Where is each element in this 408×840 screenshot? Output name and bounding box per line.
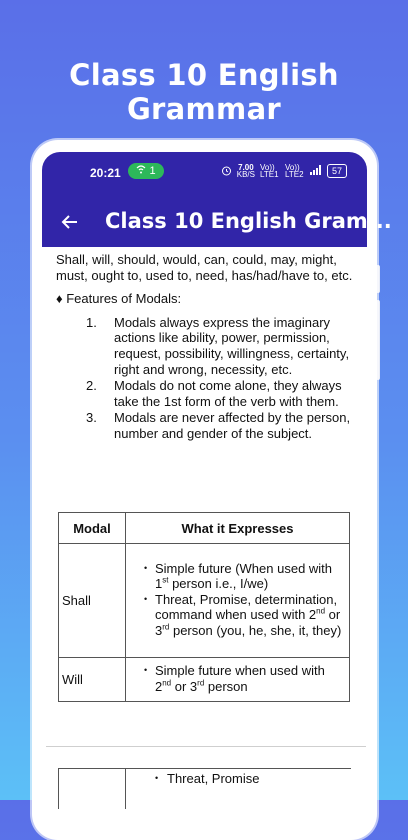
- list-item: [86, 378, 356, 409]
- data-speed-unit: KB/S: [236, 170, 255, 179]
- list-item: [86, 315, 356, 377]
- next-table-partial: [58, 768, 351, 809]
- list-item-text: Modals do not come alone, they always take the 1st form of the verb with them.: [114, 378, 342, 409]
- bullet-text: person (you, he, she, it, they): [169, 622, 342, 638]
- battery-indicator: 57: [327, 164, 347, 178]
- article-content: [56, 252, 356, 443]
- table-header-row: [59, 513, 350, 544]
- bullet-text: person: [204, 678, 248, 694]
- back-arrow-icon[interactable]: [58, 210, 82, 234]
- section-divider: [46, 746, 366, 747]
- app-bar-title: Class 10 English Gram...: [105, 209, 392, 233]
- bullet-item: [155, 561, 344, 592]
- phone-frame: [32, 140, 392, 840]
- bullet-list: [127, 557, 348, 645]
- list-item: [86, 410, 356, 441]
- network-label-2: Vo)) LTE2: [284, 163, 304, 179]
- bullet-text: person i.e., I/we): [168, 576, 269, 592]
- alarm-icon: [221, 165, 232, 178]
- list-item-text: Modals always express the imaginary actions like ability, power, permission, request, possibility, willingness, certainty, right and wrong, necessity, etc.: [114, 314, 350, 377]
- table-cell-modal: Will: [59, 658, 126, 702]
- features-list: [56, 315, 356, 442]
- table-row: [59, 544, 350, 658]
- bullet-text: Simple future when used with 2: [155, 663, 325, 694]
- bullet-text: or 3: [171, 678, 198, 694]
- bullet-text: Threat, Promise, determination, command when used with 2: [155, 591, 338, 623]
- ordinal-suffix: rd: [197, 678, 205, 688]
- list-item-number: 1.: [86, 314, 97, 330]
- bullet-text: or 3: [155, 607, 341, 638]
- wifi-icon: [136, 165, 146, 177]
- table-cell-expresses: [126, 658, 350, 702]
- status-time: 20:21: [90, 166, 121, 180]
- app-bar: [42, 197, 392, 247]
- bullet-item: [155, 663, 344, 694]
- table-column-divider: [125, 769, 126, 809]
- list-item-number: 3.: [86, 410, 97, 426]
- table-header-modal: Modal: [59, 513, 126, 544]
- data-speed: [237, 164, 255, 178]
- network-label-1: Vo)) LTE1: [259, 163, 279, 179]
- bullet-text: Simple future (When used with 1: [155, 560, 333, 592]
- bullet-dot: •: [155, 773, 159, 783]
- modals-table: [58, 512, 350, 702]
- table-header-expresses: What it Expresses: [126, 513, 350, 544]
- list-item-text: Modals are never affected by the person, number and gender of the subject.: [114, 410, 351, 441]
- bullet-item: [155, 592, 344, 639]
- data-speed-value: 7.00: [238, 163, 254, 172]
- ordinal-suffix: st: [162, 575, 169, 585]
- table-row: [59, 658, 350, 702]
- bullet-text: Threat, Promise: [167, 771, 260, 786]
- bullet-list: [127, 659, 348, 700]
- features-heading: ♦ Features of Modals:: [56, 291, 182, 307]
- promo-title: Class 10 English Grammar: [69, 58, 339, 126]
- hotspot-count: 1: [149, 165, 156, 177]
- table-cell-expresses: [126, 544, 350, 658]
- ordinal-suffix: nd: [316, 606, 326, 616]
- list-item-number: 2.: [86, 378, 97, 394]
- ordinal-suffix: rd: [162, 622, 170, 632]
- table-cell-modal: Shall: [59, 544, 126, 658]
- hotspot-pill: [128, 163, 164, 179]
- modals-list-paragraph: Shall, will, should, would, can, could, may, might, must, ought to, used to, need, has/had/have to, etc.: [56, 252, 353, 283]
- signal-icon: [310, 165, 322, 177]
- ordinal-suffix: nd: [162, 678, 172, 688]
- status-bar: [42, 152, 367, 197]
